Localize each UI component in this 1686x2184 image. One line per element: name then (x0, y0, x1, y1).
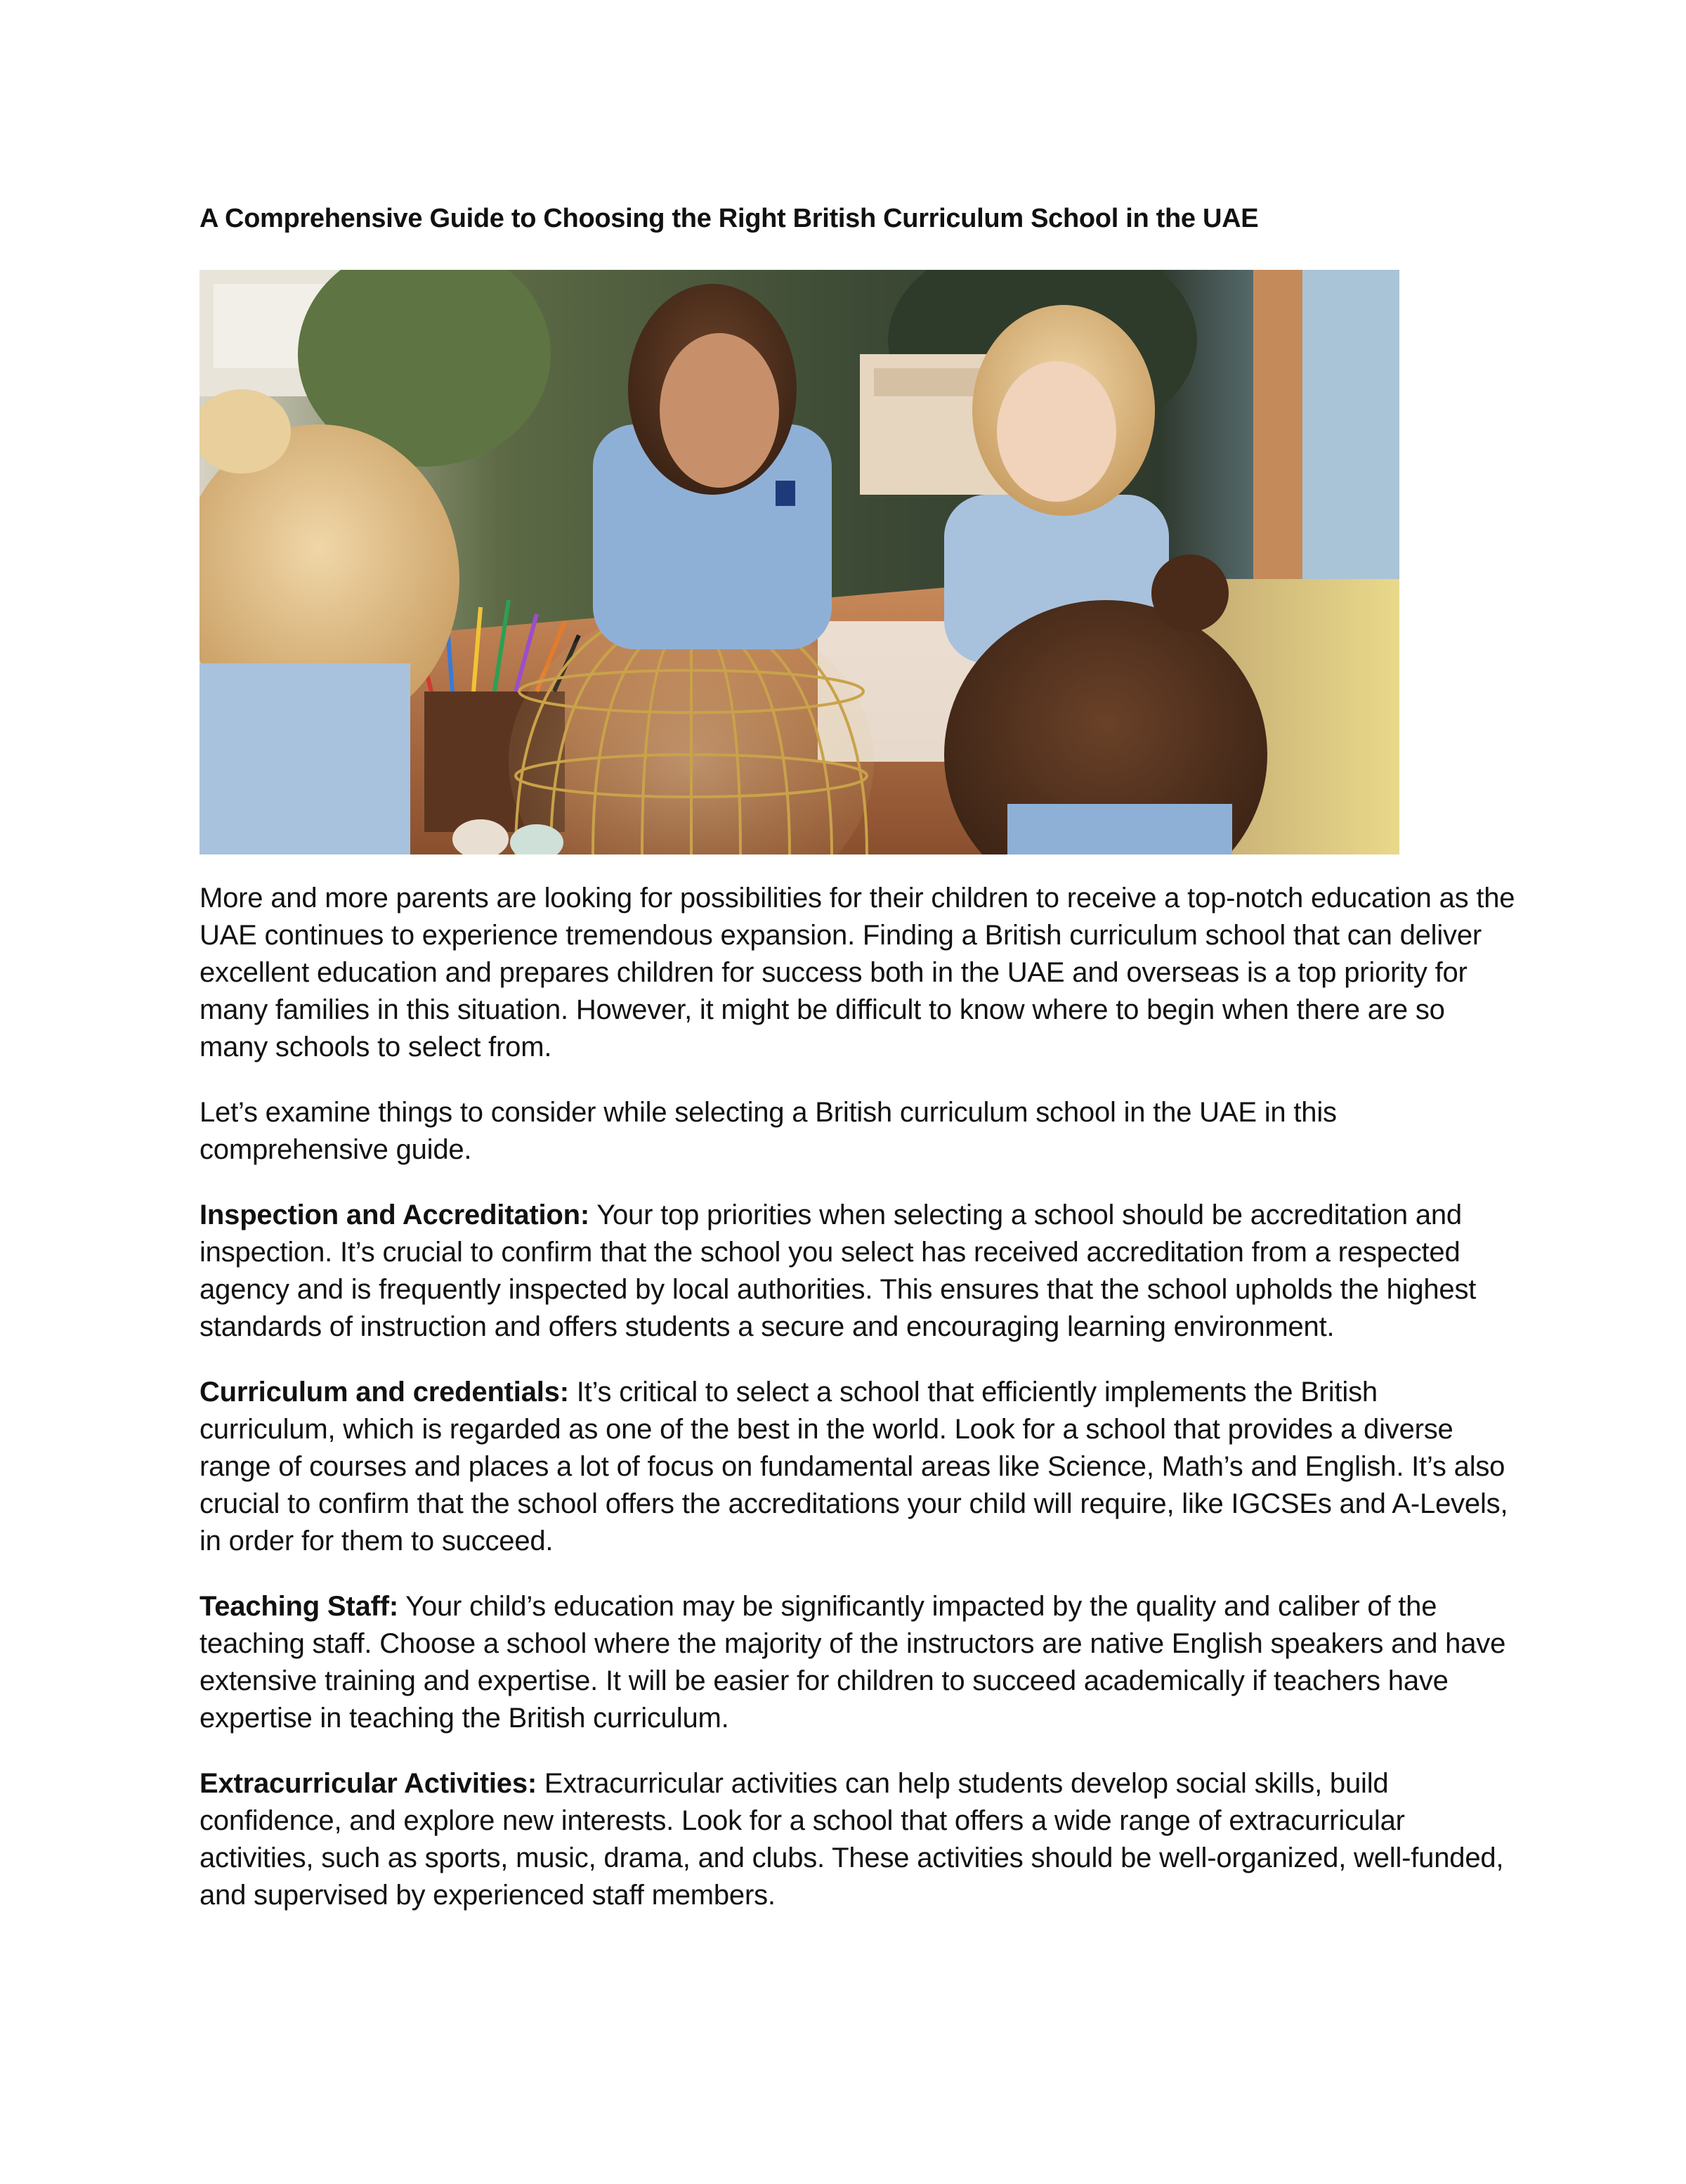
paragraph (200, 1374, 1520, 1560)
paragraph-heading: Curriculum and credentials: (200, 1377, 569, 1408)
paragraph-text: Extracurricular activities can help students develop social skills, build confidence, and explore new interests. Look for a school that offers a wide range of extracurricular activities, such as sports, music, drama, and clubs. These activities should be well-organized, well-funded, and supervised by experienced staff members. (200, 1768, 1504, 1911)
document-title: A Comprehensive Guide to Choosing the Right British Curriculum School in the UAE (200, 204, 1259, 233)
paragraph (200, 1765, 1520, 1914)
paragraph-heading: Inspection and Accreditation: (200, 1200, 590, 1230)
paragraph-text: Your top priorities when selecting a school should be accreditation and inspection. It’s crucial to confirm that the school you select has received accreditation from a respected agency and is frequently inspected by local authorities. This ensures that the school upholds the highest standards of instruction and offers students a secure and encouraging learning environment. (200, 1200, 1477, 1342)
article-body (200, 880, 1520, 1942)
paragraph (200, 880, 1520, 1066)
paragraph (200, 1197, 1520, 1346)
paragraph-heading: Teaching Staff: (200, 1591, 398, 1622)
paragraph-text: Your child’s education may be significantly impacted by the quality and caliber of the teaching staff. Choose a school where the majority of the instructors are native English speakers and have extensive training and expertise. It will be easier for children to succeed academically if teachers have expertise in teaching the British curriculum. (200, 1591, 1506, 1734)
paragraph (200, 1588, 1520, 1737)
paragraph-text: More and more parents are looking for possibilities for their children to receive a top-notch education as the UAE continues to experience tremendous expansion. Finding a British curriculum school that can deliver excellent education and prepares children for success both in the UAE and overseas is a top priority for many families in this situation. However, it might be difficult to know where to begin when there are so many schools to select from. (200, 883, 1515, 1062)
paragraph-text: Let’s examine things to consider while selecting a British curriculum school in the UAE in this comprehensive guide. (200, 1097, 1337, 1165)
paragraph (200, 1094, 1520, 1169)
classroom-photo-illustration (200, 270, 1399, 854)
classroom-photo (200, 270, 1399, 854)
paragraph-heading: Extracurricular Activities: (200, 1768, 537, 1799)
paragraph-text: It’s critical to select a school that efficiently implements the British curriculum, which is regarded as one of the best in the world. Look for a school that provides a diverse range of courses and places a lot of focus on fundamental areas like Science, Math’s and English. It’s also crucial to confirm that the school offers the accreditations your child will require, like IGCSEs and A-Levels, in order for them to succeed. (200, 1377, 1508, 1556)
